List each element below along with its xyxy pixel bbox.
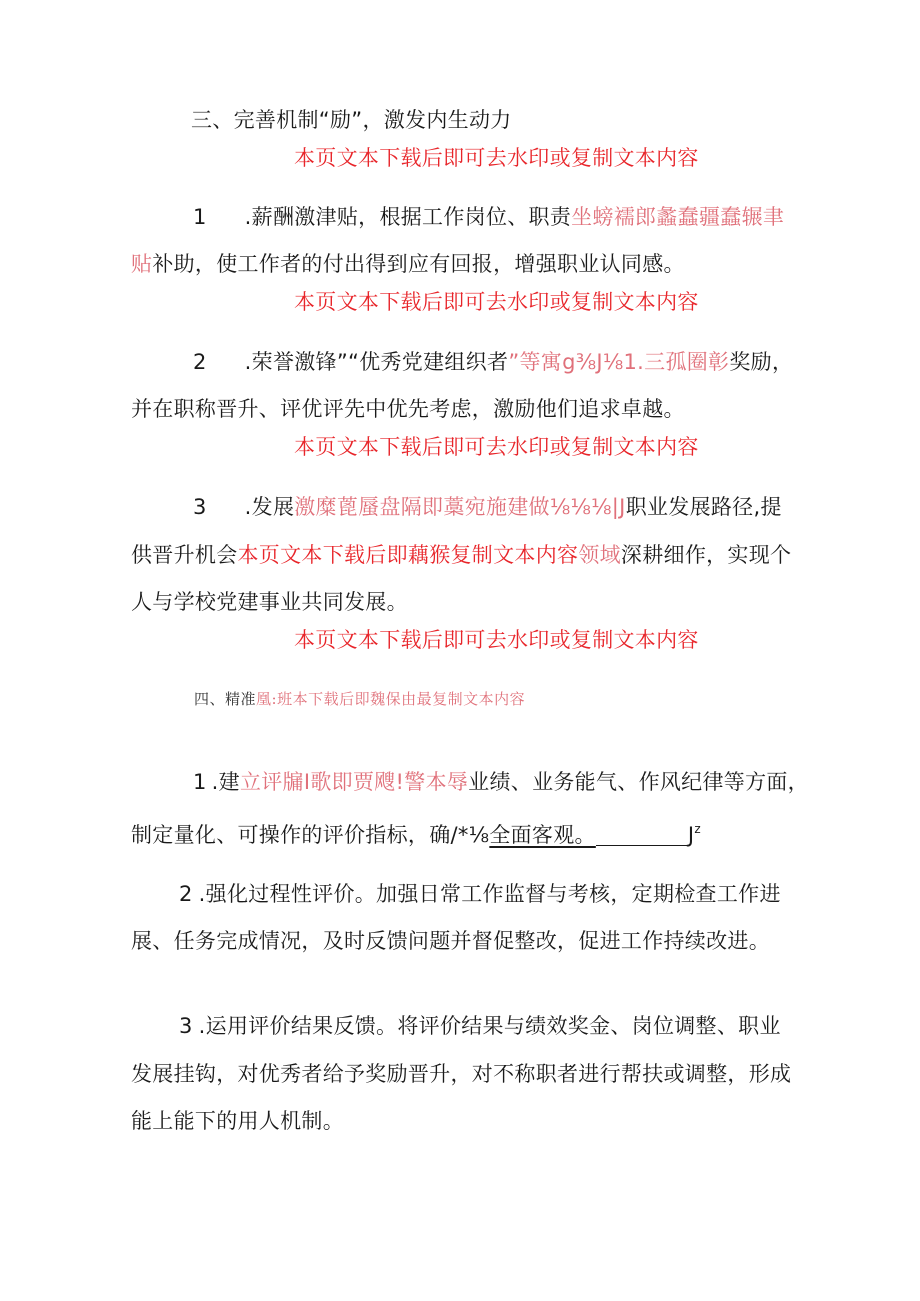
paragraph-text: 补助，使工作者的付出得到应有回报，增强职业认同感。: [152, 252, 685, 276]
paragraph-text: .建: [211, 770, 240, 794]
watermark-text: 本页文本下载后即可去水印或复制文本内容: [294, 435, 699, 459]
paragraph-item-1-line-1: [193, 203, 784, 231]
garbled-watermark-text: 凰:班本下载后即魏保由最复制文本内容: [256, 690, 526, 708]
watermark-text: 本页文本下载后即可去水印或复制文本内容: [294, 290, 699, 314]
paragraph-text: .薪酬激津贴，根据工作岗位、职责: [244, 205, 572, 229]
item-number: 1: [193, 205, 207, 229]
paragraph-text: .发展: [244, 495, 295, 519]
paragraph-s4-item-2-line-2: [131, 927, 770, 955]
watermark-text: 本页文本下载后即藕猴复制文本内容: [237, 543, 579, 567]
watermark-notice: [294, 288, 699, 316]
watermark-notice: [294, 626, 699, 654]
garbled-watermark-text: 立评牖I歌即贾飕!警本辱: [239, 770, 469, 794]
paragraph-s4-item-1-line-1: [193, 768, 809, 796]
paragraph-s4-item-2-line-1: [179, 880, 781, 908]
garbled-watermark-text: 激糜蓖蜃盘隔即藁宛施建做⅛⅛⅛|J: [294, 495, 626, 519]
item-number: 2: [179, 882, 193, 906]
paragraph-item-1-line-2: [131, 250, 685, 278]
garbled-watermark-text: 领域: [578, 543, 621, 567]
paragraph-text: 人与学校党建事业共同发展。: [131, 590, 408, 614]
paragraph-s4-item-3-line-3: [131, 1107, 344, 1135]
garbled-watermark-text: ”等寓g⅜J⅛1.三孤圈彰: [508, 350, 730, 374]
paragraph-text: 制定量化、可操作的评价指标，确/*⅛: [131, 823, 490, 847]
garbled-watermark-text: 坐螃襦郎蠡蠢疆蠢辗聿: [571, 205, 785, 229]
paragraph-text: 职业发展路径,提: [625, 495, 782, 519]
paragraph-text: J: [687, 823, 695, 847]
watermark-notice: [294, 433, 699, 461]
paragraph-text: 供晋升机会: [131, 543, 238, 567]
paragraph-item-2-line-2: [131, 395, 685, 423]
underline-blank: [596, 825, 688, 846]
paragraph-text: .荣誉激锋”“优秀党建组织者: [244, 350, 509, 374]
paragraph-item-3-line-2: [131, 541, 791, 569]
paragraph-text: 深耕细作，实现个: [620, 543, 792, 567]
garbled-watermark-text: 贴: [131, 252, 153, 276]
item-number: 1: [193, 770, 207, 794]
item-number: 3: [179, 1014, 193, 1038]
paragraph-item-2-line-1: [193, 348, 793, 376]
paragraph-s4-item-1-line-2: [131, 815, 701, 849]
paragraph-text: 奖励，: [729, 350, 794, 374]
watermark-text: 本页文本下载后即可去水印或复制文本内容: [294, 146, 699, 170]
paragraph-s4-item-3-line-2: [131, 1060, 791, 1088]
paragraph-text: 业绩、业务能气、作风纪律等方面，: [468, 770, 809, 794]
watermark-text: 本页文本下载后即可去水印或复制文本内容: [294, 628, 699, 652]
item-number: 2: [193, 350, 207, 374]
watermark-notice: [294, 144, 699, 172]
superscript-mark: z: [694, 822, 701, 836]
section-heading-4: [194, 688, 525, 710]
section-heading-text: 四、精准: [194, 690, 257, 708]
paragraph-text: 能上能下的用人机制。: [131, 1109, 344, 1133]
paragraph-text: 并在职称晋升、评优评先中优先考虑，激励他们追求卓越。: [131, 397, 685, 421]
paragraph-text: .强化过程性评价。加强日常工作监督与考核，定期检查工作进: [198, 882, 781, 906]
paragraph-item-3-line-3: [131, 588, 408, 616]
paragraph-item-3-line-1: [193, 493, 782, 521]
paragraph-s4-item-3-line-1: [179, 1012, 781, 1040]
underlined-text: 全面客观。: [489, 823, 596, 847]
item-number: 3: [193, 495, 207, 519]
paragraph-text: .运用评价结果反馈。将评价结果与绩效奖金、岗位调整、职业: [198, 1014, 781, 1038]
section-heading-text: 三、完善机制“励”，激发内生动力: [191, 108, 512, 132]
section-heading-3: [191, 106, 512, 134]
paragraph-text: 展、任务完成情况，及时反馈问题并督促整改，促进工作持续改进。: [131, 929, 770, 953]
paragraph-text: 发展挂钩，对优秀者给予奖励晋升，对不称职者进行帮扶或调整，形成: [131, 1062, 792, 1086]
